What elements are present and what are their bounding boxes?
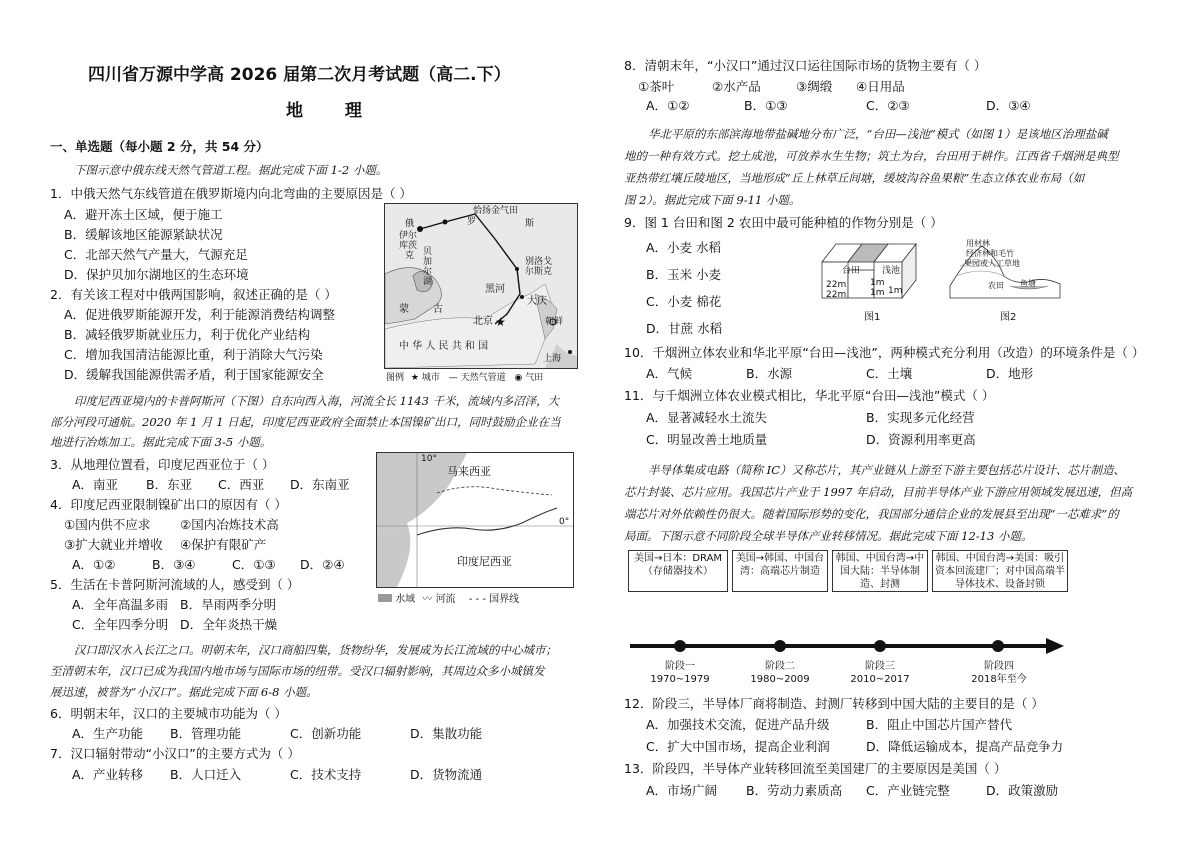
section-heading: 一、单选题（每小题 2 分，共 54 分）	[50, 139, 269, 154]
option-13b: B．劳动力素质高	[746, 783, 843, 798]
option-3d: D．东南亚	[290, 477, 350, 492]
timeline-stage-2-label: 阶段二	[765, 661, 795, 672]
option-3a: A．南亚	[72, 477, 119, 492]
fig1-caption: 图1	[864, 312, 881, 323]
option-4d: D．②④	[300, 557, 345, 572]
fig2-caption: 图2	[1000, 312, 1017, 323]
dashed-line-icon: - - -	[468, 594, 486, 605]
option-8-1: ①茶叶	[638, 79, 675, 94]
option-13c: C．产业链完整	[866, 783, 950, 798]
option-6c: C．创新功能	[290, 726, 362, 741]
map-label-blag-2: 尔斯克	[525, 267, 553, 277]
option-12d: D．降低运输成本，提高产品竞争力	[866, 739, 1064, 754]
fig2-label-1: 用材林	[966, 239, 990, 248]
option-4-2: ②国内冶炼技术高	[180, 517, 279, 532]
option-7a: A．产业转移	[72, 767, 144, 782]
map-label-russia-1: 俄	[405, 219, 415, 229]
map2-legend	[378, 590, 519, 605]
option-6d: D．集散功能	[410, 726, 483, 741]
option-8-3: ③绸缎	[796, 79, 833, 94]
fig1-dim-5: 1m	[888, 286, 903, 296]
option-1a: A．避开冻土区域，便于施工	[64, 207, 223, 222]
map-label-korea: 朝鲜	[545, 317, 564, 327]
map-label-irkutsk-1: 伊尔	[399, 231, 418, 241]
legend-river: 河流	[435, 594, 456, 605]
map-label-mongolia-2: 古	[433, 304, 443, 315]
timeline-stage-1	[650, 660, 710, 686]
passage-3-line-3: 展迅速，被誉为“小汉口”。据此完成下面 6-8 小题。	[50, 685, 318, 699]
option-1b: B．缓解该地区能源紧缺状况	[64, 227, 223, 242]
legend-city: 城市	[421, 373, 440, 383]
option-9d: D．甘蔗 水稻	[646, 321, 723, 336]
map2-label-indonesia: 印度尼西亚	[457, 555, 512, 568]
question-1: 1．中俄天然气东线管道在俄罗斯境内向北弯曲的主要原因是（ ）	[50, 186, 412, 201]
fig1-dim-1: 22m	[826, 280, 847, 290]
passage-5-line-2: 芯片封装、芯片应用。我国芯片产业于 1997 年启动，目前半导体产业下游应用领域发展迅速，但高	[624, 485, 1133, 499]
option-4a: A．①②	[72, 557, 116, 572]
map2-lat-10: 10°	[421, 454, 437, 464]
river-icon: 〰	[422, 594, 433, 605]
timeline-stage-1-years: 1970~1979	[650, 674, 710, 685]
option-10d: D．地形	[986, 366, 1034, 381]
question-11: 11．与千烟洲立体农业模式相比，华北平原“台田—浅池”模式（ ）	[624, 388, 995, 403]
option-2a: A．促进俄罗斯能源开发，利于能源消费结构调整	[64, 307, 336, 322]
option-13d: D．政策激励	[986, 783, 1059, 798]
timeline-stage-3-years: 2010~2017	[850, 674, 910, 685]
option-10b: B．水源	[746, 366, 793, 381]
water-swatch-icon	[378, 594, 392, 602]
option-11b: B．实现多元化经营	[866, 410, 975, 425]
svg-text:★: ★	[495, 315, 506, 329]
map2-label-malaysia: 马来西亚	[447, 465, 491, 478]
option-6a: A．生产功能	[72, 726, 144, 741]
fig2-label-5: 鱼塘	[1020, 279, 1036, 288]
timeline-stage-4	[964, 660, 1034, 686]
circle-dot-icon: ◉	[514, 373, 523, 383]
question-8: 8．清朝末年，“小汉口”通过汉口运往国际市场的货物主要有（ ）	[624, 58, 987, 73]
option-12c: C．扩大中国市场，提高企业利润	[646, 739, 830, 754]
fig1-dim-3: 1m	[870, 278, 885, 288]
timeline-box-2: 美国→韩国、中国台湾：高端芯片制造	[732, 550, 828, 592]
map-label-heihe: 黑河	[485, 284, 505, 295]
option-8-4: ④日用品	[856, 79, 905, 94]
map1-legend	[386, 370, 543, 383]
timeline-stage-3	[850, 660, 910, 686]
map-label-mongolia-1: 蒙	[399, 304, 409, 315]
line-icon: —	[448, 373, 458, 383]
question-7: 7．汉口辐射带动“小汉口”的主要方式为（ ）	[50, 746, 300, 761]
option-9a: A．小麦 水稻	[646, 240, 722, 255]
fig2-label-3: 果园或人工草地	[964, 259, 1020, 268]
passage-4-line-3: 亚热带红壤丘陵地区，当地形成“丘上林草丘间塘，缓坡沟谷鱼果粮”生态立体农业布局（如	[624, 171, 1085, 185]
option-9b: B．玉米 小麦	[646, 267, 722, 282]
option-4-3: ③扩大就业并增收	[64, 537, 163, 552]
option-5b: B．旱雨两季分明	[180, 597, 277, 612]
map-label-russia-3: 斯	[525, 219, 535, 229]
option-4c: C．①③	[232, 557, 276, 572]
option-10c: C．土壤	[866, 366, 913, 381]
question-4: 4．印度尼西亚限制镍矿出口的原因有（ ）	[50, 497, 287, 512]
option-7b: B．人口迁入	[170, 767, 242, 782]
question-5: 5．生活在卡普阿斯河流域的人，感受到（ ）	[50, 577, 300, 592]
passage-4-line-4: 图 2）。据此完成下面 9-11 小题。	[624, 193, 801, 207]
map-label-baikal-4: 湖	[423, 277, 433, 287]
option-8a: A．①②	[646, 98, 690, 113]
passage-2-line-2: 部分河段可通航。2020 年 1 月 1 日起，印度尼西亚政府全面禁止本国镍矿出口，同时鼓励企业在当	[50, 415, 561, 429]
option-2c: C．增加我国清洁能源比重，利于消除大气污染	[64, 347, 323, 362]
option-7d: D．货物流通	[410, 767, 483, 782]
timeline-stage-4-label: 阶段四	[984, 661, 1014, 672]
subject-title: 地 理	[286, 101, 380, 121]
option-2d: D．缓解我国能源供需矛盾，利于国家能源安全	[64, 367, 324, 382]
timeline-box-1: 美国→日本：DRAM（存储器技术）	[628, 550, 728, 592]
timeline-box-3: 韩国、中国台湾→中国大陆：半导体制造、封测	[832, 550, 928, 592]
star-icon: ★	[410, 373, 419, 383]
option-9c: C．小麦 棉花	[646, 294, 722, 309]
passage-3-line-2: 至清朝末年，汉口已成为我国内地市场与国际市场的纽带。受汉口辐射影响，其周边众多小城镇发	[50, 664, 545, 678]
map-label-china: 中 华 人 民 共 和 国	[399, 341, 489, 352]
map-label-blag-1: 别洛戈	[525, 257, 553, 267]
option-5c: C．全年四季分明	[72, 617, 169, 632]
option-6b: B．管理功能	[170, 726, 242, 741]
option-8d: D．③④	[986, 98, 1031, 113]
option-3b: B．东亚	[146, 477, 193, 492]
semiconductor-timeline	[628, 550, 1068, 686]
map-label-gas-field: 恰扬金气田	[473, 206, 519, 216]
option-5a: A．全年高温多雨	[72, 597, 169, 612]
figure-1	[818, 236, 928, 323]
passage-2-line-3: 地进行冶炼加工。据此完成下面 3-5 小题。	[50, 435, 272, 449]
fig1-dim-2: 22m	[826, 290, 847, 300]
page-title: 四川省万源中学高 2026 届第二次月考试题（高二.下）	[88, 65, 511, 85]
option-12a: A．加强技术交流，促进产品升级	[646, 717, 830, 732]
passage-2-line-1: 印度尼西亚境内的卡普阿斯河（下图）自东向西入海，河流全长 1143 千米，流域内多沼泽，大	[74, 394, 560, 408]
passage-4-line-1: 华北平原的东部滨海地带盐碱地分布广泛，“台田—浅池”模式（如图 1）是该地区治理盐碱	[648, 127, 1108, 141]
timeline-stage-3-label: 阶段三	[865, 661, 895, 672]
fig1-label-qianchi: 浅池	[882, 266, 901, 276]
map2-lat-0: 0°	[559, 517, 570, 527]
legend-field: 气田	[525, 373, 544, 383]
timeline-stage-1-label: 阶段一	[665, 661, 695, 672]
question-10: 10．千烟洲立体农业和华北平原“台田—浅池”，两种模式充分利用（改造）的环境条件是（ ）	[624, 345, 1145, 360]
passage-5-line-1: 半导体集成电路（简称 IC）又称芯片，其产业链从上游至下游主要包括芯片设计、芯片制造、	[648, 463, 1125, 477]
fig2-label-2: 经济林和毛竹	[966, 249, 1014, 258]
timeline-box-4: 韩国、中国台湾→美国：吸引资本回流建厂；对中国高端半导体技术、设备封锁	[932, 550, 1068, 592]
question-12: 12．阶段三，半导体厂商将制造、封测厂转移到中国大陆的主要目的是（ ）	[624, 696, 1044, 711]
question-2: 2．有关该工程对中俄两国影响，叙述正确的是（ ）	[50, 287, 337, 302]
question-6: 6．明朝末年，汉口的主要城市功能为（ ）	[50, 706, 287, 721]
option-11d: D．资源利用率更高	[866, 432, 976, 447]
option-8c: C．②③	[866, 98, 910, 113]
indonesia-map	[376, 452, 574, 588]
map-label-daqing: 大庆	[527, 296, 547, 307]
timeline-stage-2	[750, 660, 810, 686]
question-13: 13．阶段四，半导体产业转移回流至美国建厂的主要原因是美国（ ）	[624, 761, 1007, 776]
passage-5-line-3: 端芯片对外依赖性仍很大。随着国际形势的变化，我国部分通信企业的发展县至出现“一芯难求”的	[624, 507, 1119, 521]
map-label-beijing: 北京	[473, 316, 493, 327]
legend-water: 水域	[395, 594, 416, 605]
legend-border: 国界线	[489, 594, 520, 605]
option-12b: B．阻止中国芯片国产替代	[866, 717, 1013, 732]
legend-title: 图例	[386, 373, 405, 383]
option-2b: B．减轻俄罗斯就业压力，利于优化产业结构	[64, 327, 311, 342]
passage-4-line-2: 地的一种有效方式。挖土成池，可放养水生生物；筑土为台，台田用于耕作。江西省千烟洲是典型	[624, 149, 1119, 163]
question-3: 3．从地理位置看，印度尼西亚位于（ ）	[50, 457, 275, 472]
option-7c: C．技术支持	[290, 767, 362, 782]
option-3c: C．西亚	[218, 477, 265, 492]
map-label-shanghai: 上海	[543, 354, 562, 364]
legend-pipe: 天然气管道	[460, 373, 506, 383]
passage-1: 下图示意中俄东线天然气管道工程。据此完成下面 1-2 小题。	[74, 163, 388, 177]
option-11a: A．显著减轻水土流失	[646, 410, 768, 425]
figure-2	[948, 236, 1064, 323]
option-8-2: ②水产品	[712, 79, 761, 94]
pipeline-map	[384, 203, 578, 369]
timeline-stage-4-years: 2018年至今	[971, 674, 1027, 685]
map-label-irkutsk-2: 库茨	[399, 241, 418, 251]
map-label-baikal-1: 贝	[423, 247, 433, 257]
option-4b: B．③④	[152, 557, 196, 572]
fig2-label-4: 农田	[988, 281, 1004, 290]
option-13a: A．市场广阔	[646, 783, 718, 798]
option-1c: C．北部天然气产量大，气源充足	[64, 247, 248, 262]
option-10a: A．气候	[646, 366, 693, 381]
map-label-baikal-3: 尔	[423, 267, 433, 277]
question-9: 9．图 1 台田和图 2 农田中最可能种植的作物分别是（ ）	[624, 215, 943, 230]
map-label-russia-2: 罗	[467, 217, 477, 227]
option-4-4: ④保护有限矿产	[180, 537, 267, 552]
option-4-1: ①国内供不应求	[64, 517, 151, 532]
fig1-label-taitian: 台田	[842, 266, 861, 276]
option-8b: B．①③	[744, 98, 788, 113]
map-label-irkutsk-3: 克	[405, 251, 415, 261]
passage-5-line-4: 局面。下图示意不同阶段全球半导体产业转移情况。据此完成下面 12-13 小题。	[624, 529, 1033, 543]
option-5d: D．全年炎热干燥	[180, 617, 278, 632]
option-11c: C．明显改善土地质量	[646, 432, 768, 447]
fig1-dim-4: 1m	[870, 288, 885, 298]
timeline-stage-2-years: 1980~2009	[750, 674, 810, 685]
option-1d: D．保护贝加尔湖地区的生态环境	[64, 267, 249, 282]
map-label-baikal-2: 加	[423, 257, 433, 267]
passage-3-line-1: 汉口即汉水入长江之口。明朝末年，汉口商船四集，货物纷华，发展成为长江流域的中心城市；	[74, 643, 557, 657]
